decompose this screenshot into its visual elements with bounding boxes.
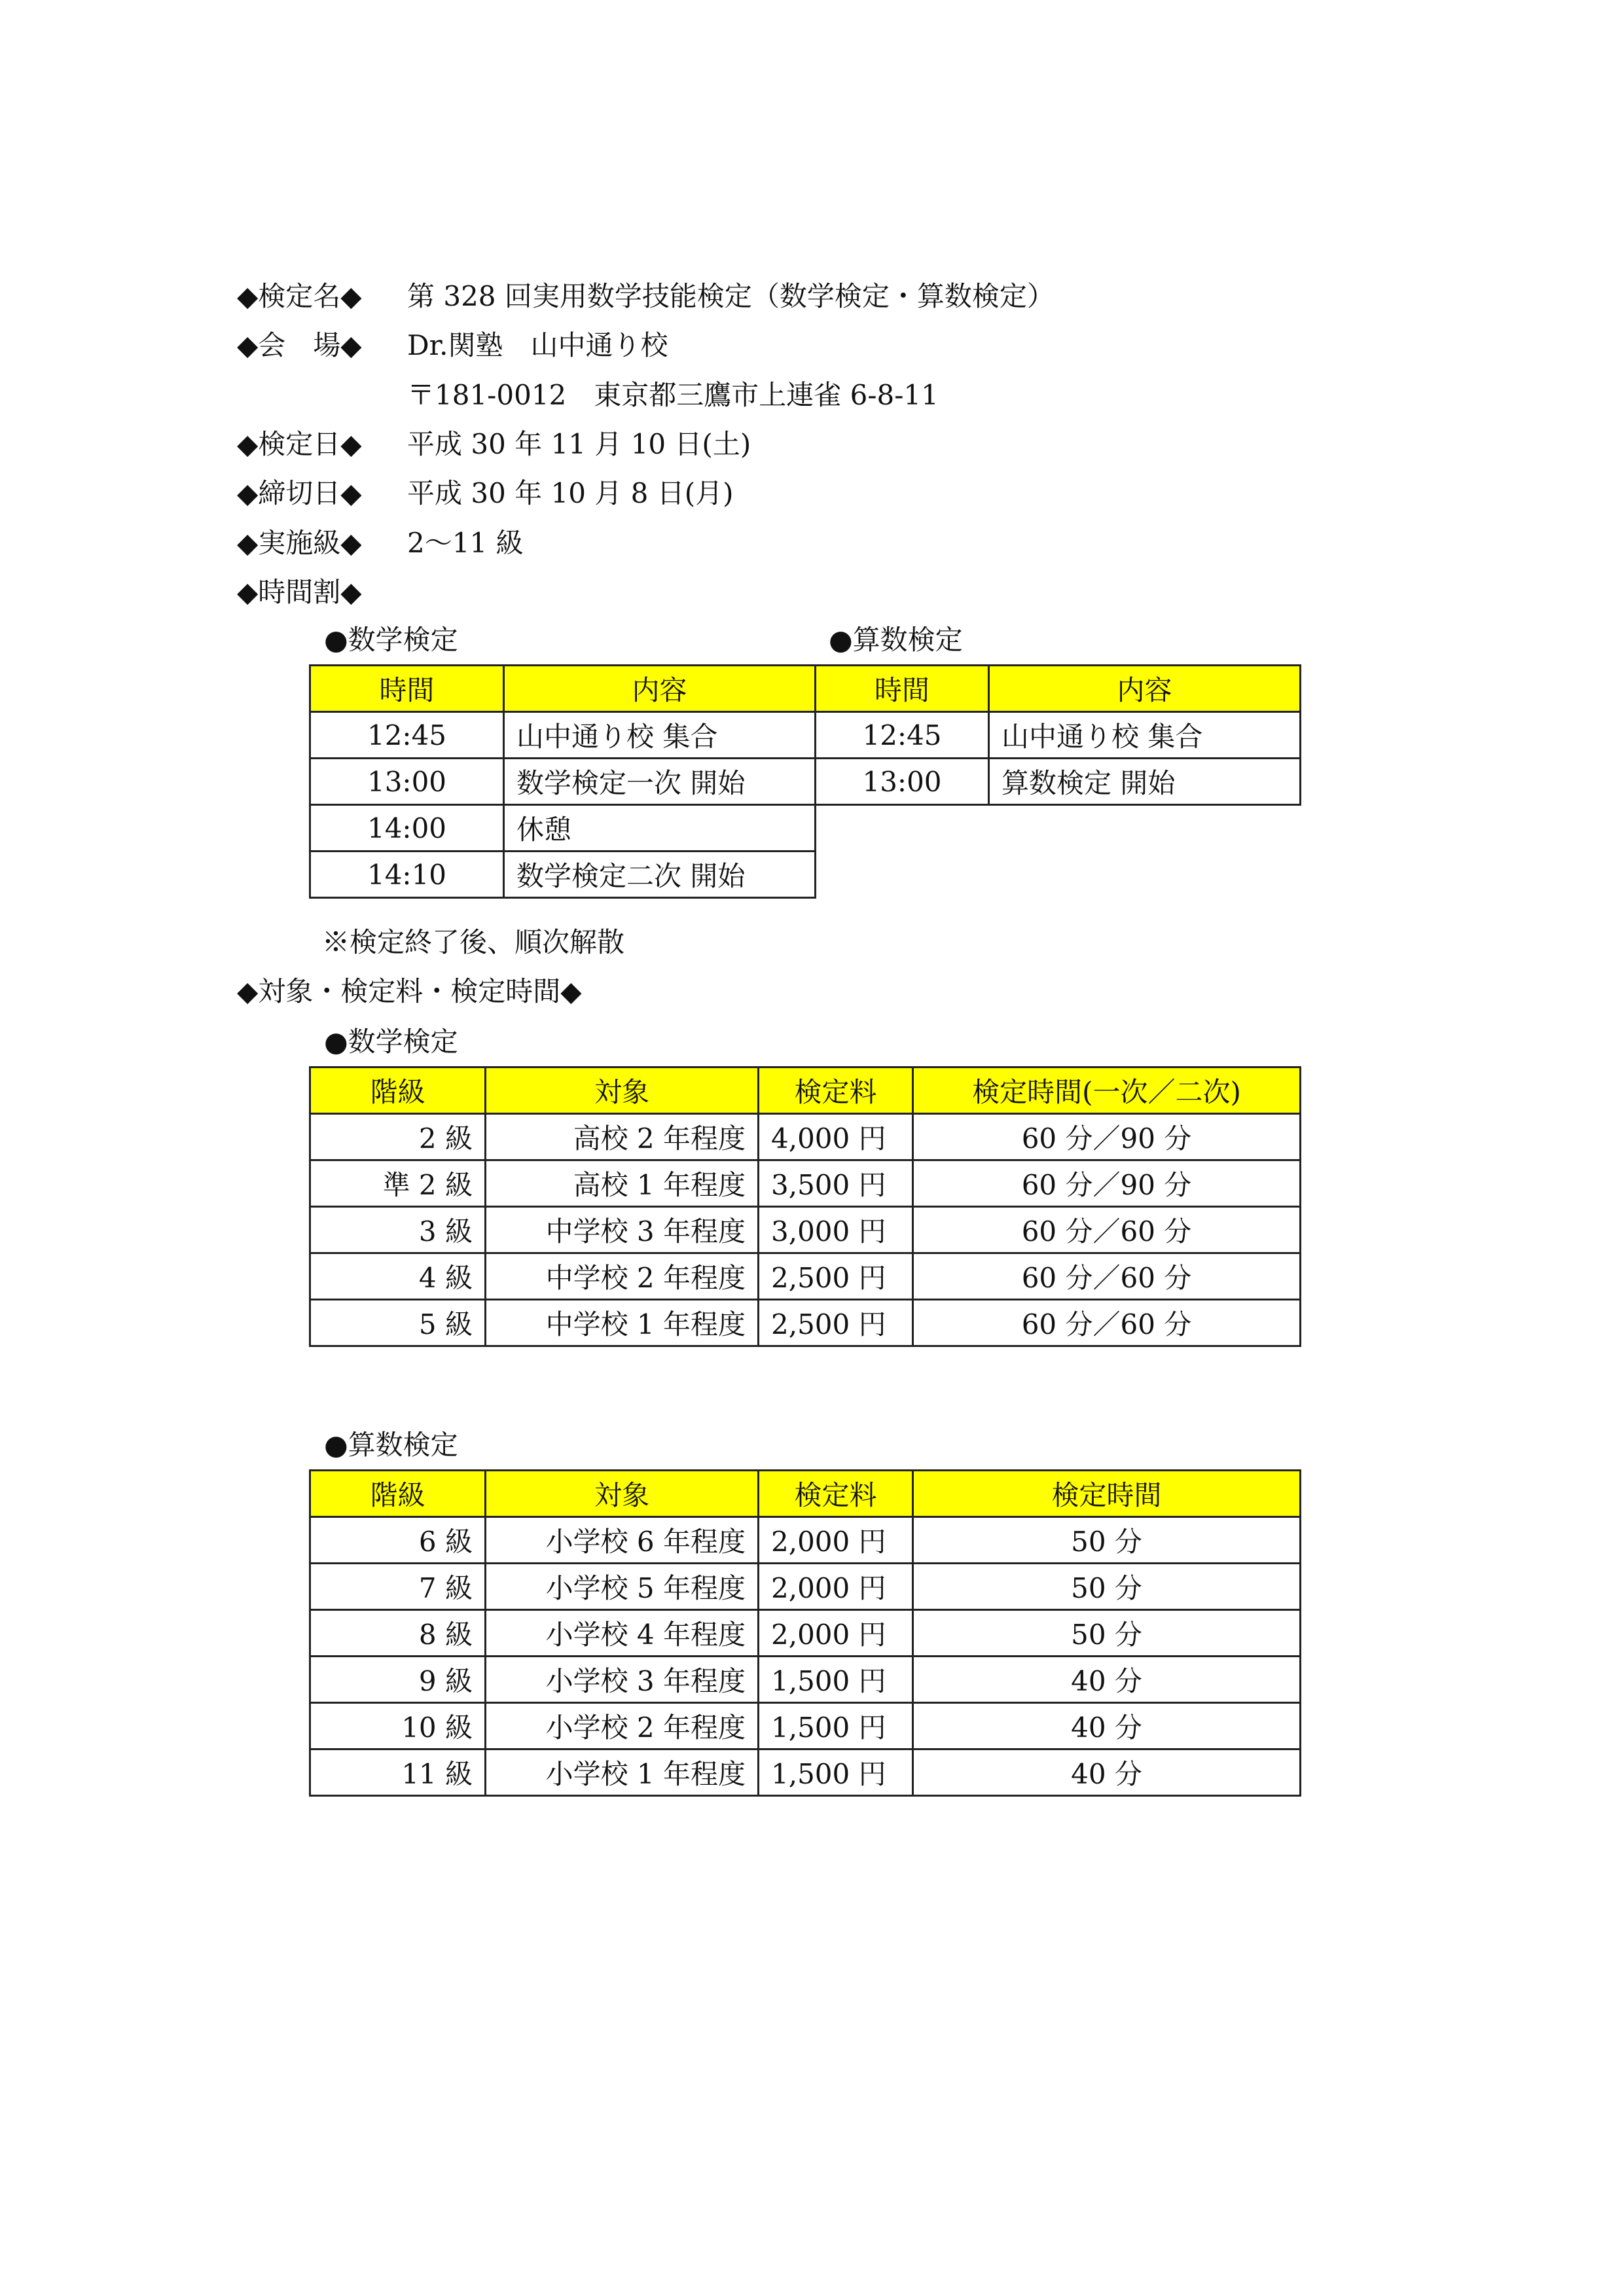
schedule-note: ※検定終了後、順次解散	[322, 926, 625, 958]
table-row	[310, 1610, 1301, 1657]
duration-cell: 40 分	[913, 1749, 1301, 1796]
table-row	[310, 1160, 1301, 1207]
fee-cell: 2,000 円	[759, 1610, 913, 1657]
math-fees-table	[309, 1066, 1301, 1347]
duration-cell: 60 分／60 分	[913, 1300, 1301, 1346]
sansu-schedule-title: ●算数検定	[829, 624, 963, 656]
table-row	[310, 1517, 1301, 1564]
table-row	[310, 805, 816, 852]
table-row	[310, 1114, 1301, 1160]
header-cell: 内容	[989, 666, 1301, 712]
info-label: ◆締切日◆	[237, 477, 362, 509]
header-cell: 時間	[816, 666, 989, 712]
content-cell: 休憩	[504, 805, 816, 852]
info-value: 2〜11 級	[407, 527, 524, 559]
header-cell: 内容	[504, 666, 816, 712]
content-cell: 山中通り校 集合	[504, 712, 816, 759]
fee-cell: 2,500 円	[759, 1253, 913, 1300]
header-cell: 階級	[310, 1471, 486, 1517]
level-cell: 準 2 級	[310, 1160, 486, 1207]
content-cell: 数学検定一次 開始	[504, 759, 816, 805]
fee-cell: 1,500 円	[759, 1749, 913, 1796]
table-row	[310, 1703, 1301, 1749]
info-value: 平成 30 年 10 月 8 日(月)	[407, 477, 734, 509]
info-value: 第 328 回実用数学技能検定（数学検定・算数検定）	[407, 280, 1055, 312]
table-row	[310, 1300, 1301, 1346]
duration-cell: 60 分／90 分	[913, 1160, 1301, 1207]
header-cell: 検定料	[759, 1067, 913, 1114]
time-cell: 13:00	[816, 759, 989, 805]
fees-section-title: ◆対象・検定料・検定時間◆	[237, 975, 582, 1007]
level-cell: 8 級	[310, 1610, 486, 1657]
target-cell: 中学校 2 年程度	[486, 1253, 759, 1300]
table-header-row	[310, 1471, 1301, 1517]
content-cell: 数学検定二次 開始	[504, 852, 816, 898]
header-cell: 対象	[486, 1471, 759, 1517]
table-row	[310, 1657, 1301, 1703]
target-cell: 中学校 3 年程度	[486, 1207, 759, 1253]
time-cell: 12:45	[816, 712, 989, 759]
time-cell: 12:45	[310, 712, 504, 759]
sansu-fees-table	[309, 1469, 1301, 1797]
level-cell: 2 級	[310, 1114, 486, 1160]
info-label: ◆検定名◆	[237, 280, 362, 312]
math-fees-title: ●数学検定	[324, 1026, 458, 1058]
header-cell: 検定料	[759, 1471, 913, 1517]
level-cell: 10 級	[310, 1703, 486, 1749]
table-row	[310, 852, 816, 898]
target-cell: 小学校 2 年程度	[486, 1703, 759, 1749]
fee-cell: 1,500 円	[759, 1703, 913, 1749]
target-cell: 小学校 4 年程度	[486, 1610, 759, 1657]
target-cell: 小学校 5 年程度	[486, 1564, 759, 1610]
info-value: 〒181-0012 東京都三鷹市上連雀 6-8-11	[407, 379, 939, 411]
duration-cell: 50 分	[913, 1564, 1301, 1610]
header-cell: 時間	[310, 666, 504, 712]
info-label: ◆時間割◆	[237, 576, 362, 608]
table-header-row	[310, 666, 816, 712]
fee-cell: 2,500 円	[759, 1300, 913, 1346]
info-label: ◆検定日◆	[237, 428, 362, 460]
fee-cell: 4,000 円	[759, 1114, 913, 1160]
table-row	[310, 1749, 1301, 1796]
time-cell: 14:10	[310, 852, 504, 898]
sansu-fees-title: ●算数検定	[324, 1429, 458, 1461]
level-cell: 5 級	[310, 1300, 486, 1346]
info-label: ◆実施級◆	[237, 527, 362, 559]
header-cell: 検定時間(一次／二次)	[913, 1067, 1301, 1114]
info-value: Dr.関塾 山中通り校	[407, 329, 668, 361]
fee-cell: 1,500 円	[759, 1657, 913, 1703]
table-row	[310, 1564, 1301, 1610]
duration-cell: 40 分	[913, 1657, 1301, 1703]
table-row	[816, 712, 1301, 759]
table-header-row	[816, 666, 1301, 712]
level-cell: 9 級	[310, 1657, 486, 1703]
fee-cell: 3,500 円	[759, 1160, 913, 1207]
table-row	[310, 1207, 1301, 1253]
content-cell: 山中通り校 集合	[989, 712, 1301, 759]
duration-cell: 50 分	[913, 1610, 1301, 1657]
fee-cell: 2,000 円	[759, 1517, 913, 1564]
content-cell: 算数検定 開始	[989, 759, 1301, 805]
fee-cell: 2,000 円	[759, 1564, 913, 1610]
target-cell: 小学校 6 年程度	[486, 1517, 759, 1564]
target-cell: 中学校 1 年程度	[486, 1300, 759, 1346]
level-cell: 7 級	[310, 1564, 486, 1610]
table-row	[310, 1253, 1301, 1300]
level-cell: 4 級	[310, 1253, 486, 1300]
table-header-row	[310, 1067, 1301, 1114]
duration-cell: 60 分／60 分	[913, 1253, 1301, 1300]
table-row	[310, 759, 816, 805]
table-row	[310, 712, 816, 759]
target-cell: 高校 1 年程度	[486, 1160, 759, 1207]
time-cell: 13:00	[310, 759, 504, 805]
duration-cell: 50 分	[913, 1517, 1301, 1564]
header-cell: 対象	[486, 1067, 759, 1114]
sansu-schedule-table	[814, 664, 1301, 806]
level-cell: 11 級	[310, 1749, 486, 1796]
target-cell: 小学校 1 年程度	[486, 1749, 759, 1796]
fee-cell: 3,000 円	[759, 1207, 913, 1253]
target-cell: 高校 2 年程度	[486, 1114, 759, 1160]
time-cell: 14:00	[310, 805, 504, 852]
duration-cell: 60 分／60 分	[913, 1207, 1301, 1253]
math-schedule-table	[309, 664, 816, 899]
header-cell: 階級	[310, 1067, 486, 1114]
level-cell: 3 級	[310, 1207, 486, 1253]
duration-cell: 40 分	[913, 1703, 1301, 1749]
duration-cell: 60 分／90 分	[913, 1114, 1301, 1160]
header-cell: 検定時間	[913, 1471, 1301, 1517]
table-row	[816, 759, 1301, 805]
info-label: ◆会 場◆	[237, 329, 362, 361]
info-value: 平成 30 年 11 月 10 日(土)	[407, 428, 751, 460]
level-cell: 6 級	[310, 1517, 486, 1564]
math-schedule-title: ●数学検定	[324, 624, 458, 656]
target-cell: 小学校 3 年程度	[486, 1657, 759, 1703]
